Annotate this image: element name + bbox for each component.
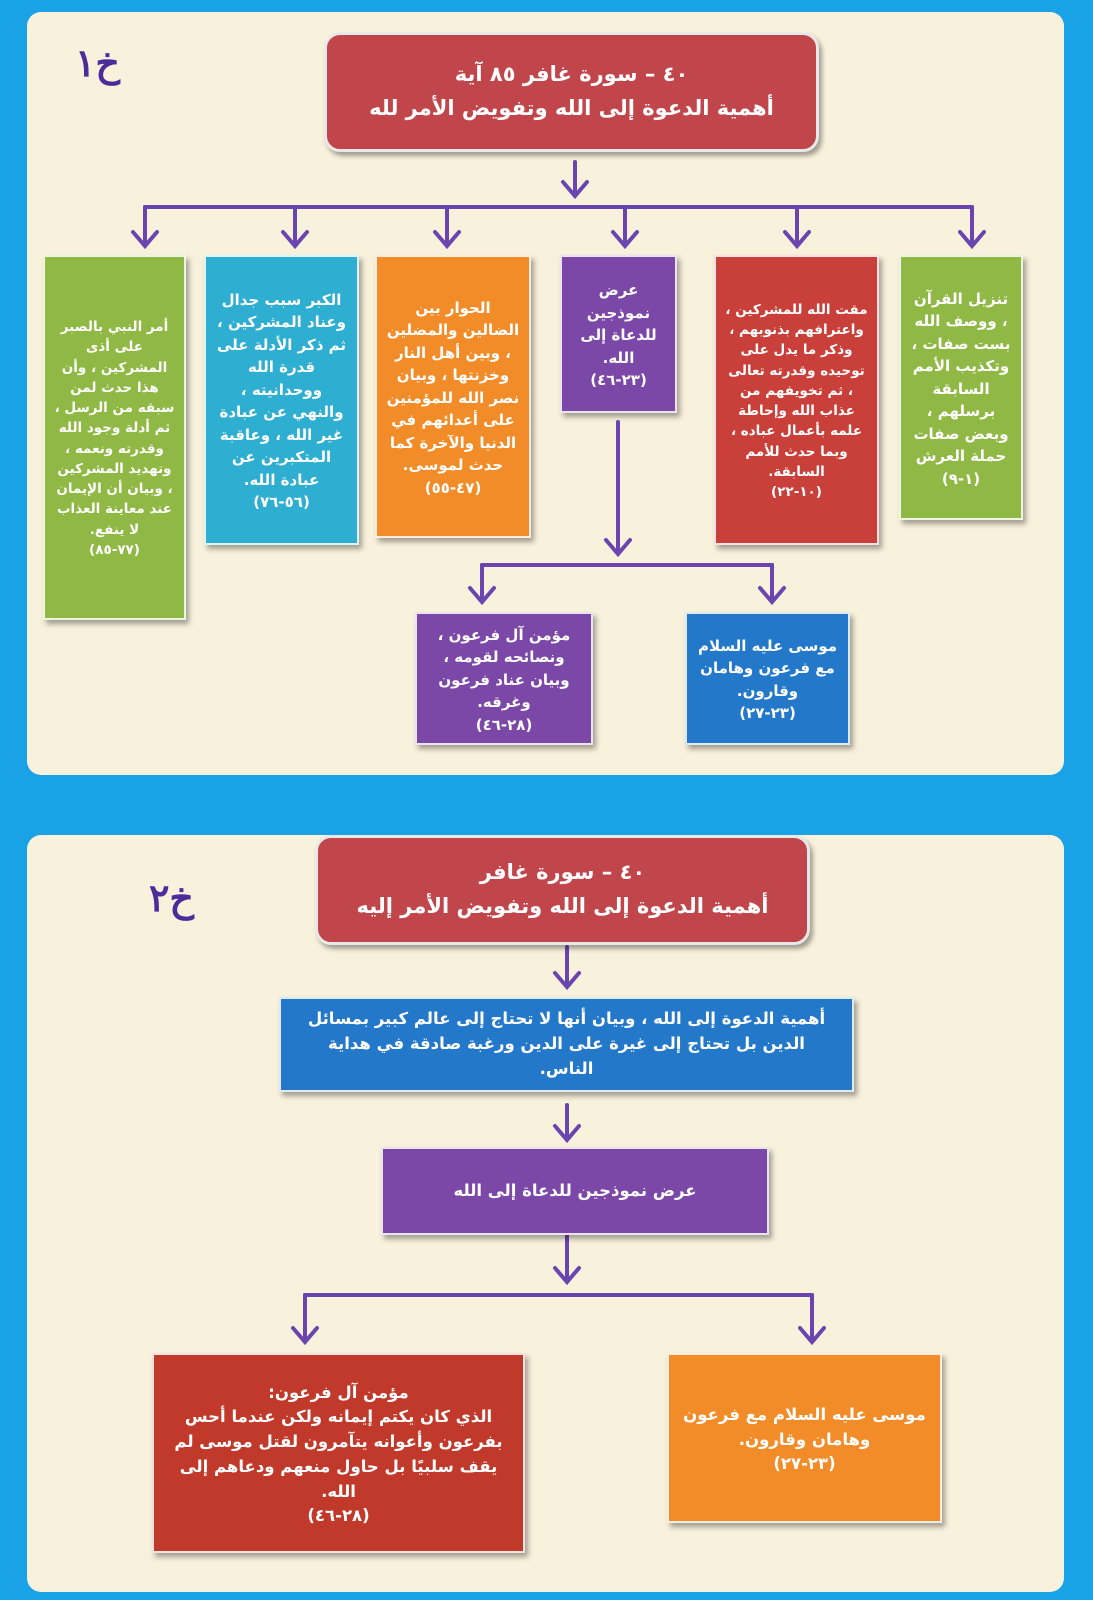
diagram-panel-1: [27, 12, 1064, 775]
believer-box: مؤمن آل فرعون ، ونصائحه لقومه ، وبيان عناد فرعون وغرقه. (٢٨-٤٦): [415, 612, 593, 745]
diagram-panel-2: [27, 835, 1064, 1592]
moses-box: موسى عليه السلام مع فرعون وهامان وقارون. (٢٣-٢٧): [667, 1353, 942, 1523]
surah-title-line1: ٤٠ – سورة غافر ٨٥ آية: [454, 62, 689, 87]
section-box-4: الحوار بين الضالين والمضلين ، وبين أهل النار وخزنتها ، وبيان نصر الله للمؤمنين على أعدائهم في الدنيا والآخرة كما حدث لموسى. (٤٧-٥٥): [375, 255, 531, 538]
surah-title-line2: أهمية الدعوة إلى الله وتفويض الأمر لله: [369, 96, 774, 120]
moses-box: موسى عليه السلام مع فرعون وهامان وقارون. (٢٣-٢٧): [685, 612, 850, 745]
surah-title-line1: ٤٠ – سورة غافر: [479, 860, 646, 885]
section-box-5: الكبر سبب جدال وعناد المشركين ، ثم ذكر الأدلة على قدرة الله ووحدانيته ، والنهي عن عبادة غير الله ، وعاقبة المتكبرين عن عبادة الله. (٥٦-٧٦): [204, 255, 359, 545]
panel-label: خ١: [75, 40, 120, 85]
section-box-3: عرض نموذجين للدعاة إلى الله. (٢٣-٤٦): [560, 255, 677, 413]
believer-box: مؤمن آل فرعون: الذي كان يكتم إيمانه ولكن عندما أحس بفرعون وأعوانه يتآمرون لقتل موسى لم يقف سلبيًا بل حاول منعهم ودعاهم إلى الله. (٢٨-٤٦): [152, 1353, 525, 1553]
surah-title-box: [324, 32, 819, 152]
section-box-6: أمر النبي بالصبر على أذى المشركين ، وأن هذا حدث لمن سبقه من الرسل ، ثم أدلة وجود الله وقدرته ونعمه ، وتهديد المشركين ، وبيان أن الإيمان عند معاينة العذاب لا ينفع. (٧٧-٨٥): [43, 255, 186, 620]
models-box: عرض نموذجين للدعاة إلى الله: [381, 1147, 769, 1235]
surah-title-box: [315, 835, 810, 945]
surah-title-line2: أهمية الدعوة إلى الله وتفويض الأمر إليه: [356, 894, 769, 918]
section-box-2: مقت الله للمشركين ، واعترافهم بذنوبهم ، وذكر ما يدل على توحيده وقدرته تعالى ، ثم تخويفهم من عذاب الله وإحاطة علمه بأعمال عباده ، وبما حدث للأمم السابقة. (١٠-٢٢): [714, 255, 879, 545]
summary-box: أهمية الدعوة إلى الله ، وبيان أنها لا تحتاج إلى عالم كبير بمسائل الدين بل تحتاج إلى غيرة على الدين ورغبة صادقة في هداية الناس.: [279, 997, 854, 1092]
panel-label: خ٢: [149, 875, 194, 920]
section-box-1: تنزيل القرآن ، ووصف الله بست صفات ، وتكذيب الأمم السابقة برسلهم ، وبعض صفات حملة العرش (١-٩): [899, 255, 1023, 520]
